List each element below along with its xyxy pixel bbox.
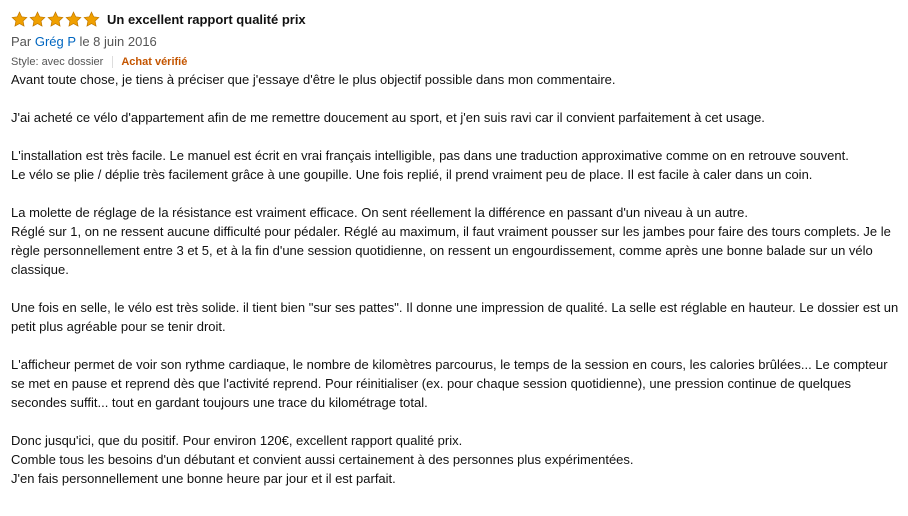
star-icon <box>83 11 100 28</box>
paragraph-gap <box>11 127 901 146</box>
review-meta <box>11 55 901 69</box>
review-text-line: Le vélo se plie / déplie très facilement grâce à une goupille. Une fois replié, il prend vraiment peu de place. Il est facile à caler dans un coin. <box>11 167 813 182</box>
review-date: le 8 juin 2016 <box>79 34 157 49</box>
review-title[interactable]: Un excellent rapport qualité prix <box>107 11 306 27</box>
star-icon <box>29 11 46 28</box>
review-body <box>11 70 901 488</box>
review-text-line: J'en fais personnellement une bonne heure par jour et il est parfait. <box>11 471 396 486</box>
review-text-line: Donc jusqu'ici, que du positif. Pour environ 120€, excellent rapport qualité prix. <box>11 433 463 448</box>
paragraph-gap <box>11 89 901 108</box>
star-rating[interactable] <box>11 11 101 28</box>
star-icon <box>11 11 28 28</box>
review-text-line: Une fois en selle, le vélo est très solide. il tient bien "sur ses pattes". Il donne une impression de qualité. La selle est réglable en hauteur. Le dossier est un petit plus agréable pour se tenir droit. <box>11 300 899 334</box>
byline-prefix: Par <box>11 34 32 49</box>
star-icon <box>65 11 82 28</box>
review-text-line: Comble tous les besoins d'un débutant et convient aussi certainement à des personnes plus expérimentées. <box>11 452 634 467</box>
review-byline <box>11 33 901 50</box>
paragraph-gap <box>11 336 901 355</box>
star-icon <box>47 11 64 28</box>
verified-purchase-badge: Achat vérifié <box>121 56 188 68</box>
review-text-line: J'ai acheté ce vélo d'appartement afin de me remettre doucement au sport, et j'en suis ravi car il convient parfaitement à cet usage. <box>11 110 765 125</box>
paragraph-gap <box>11 279 901 298</box>
review-text-line: Avant toute chose, je tiens à préciser que j'essaye d'être le plus objectif possible dans mon commentaire. <box>11 72 616 87</box>
author-link[interactable]: Grég P <box>34 34 76 49</box>
review-text-line: L'installation est très facile. Le manuel est écrit en vrai français intelligible, pas dans une traduction approximative comme on en retrouve souvent. <box>11 148 849 163</box>
style-label: Style: avec dossier <box>11 56 104 68</box>
review-text-line: L'afficheur permet de voir son rythme cardiaque, le nombre de kilomètres parcourus, le temps de la session en cours, les calories brûlées... Le compteur se met en pause et reprend dès que l'activité reprend. Pour réinitialiser (ex. pour chaque session quotidienne), une pression continue de quelques secondes suffit... tout en gardant toujours une trace du kilométrage total. <box>11 357 888 410</box>
review-text-line: La molette de réglage de la résistance est vraiment efficace. On sent réellement la différence en passant d'un niveau à un autre. <box>11 205 748 220</box>
paragraph-gap <box>11 184 901 203</box>
meta-divider <box>112 56 113 68</box>
review-header <box>11 9 901 29</box>
review-text-line: Réglé sur 1, on ne ressent aucune difficulté pour pédaler. Réglé au maximum, il faut vraiment pousser sur les jambes pour faire des tours complets. Je le règle personnellement entre 3 et 5, et à la fin d'une session quotidienne, on ressent un engourdissement, comme après une bonne balade sur un vélo classique. <box>11 224 891 277</box>
review <box>11 9 901 488</box>
paragraph-gap <box>11 412 901 431</box>
